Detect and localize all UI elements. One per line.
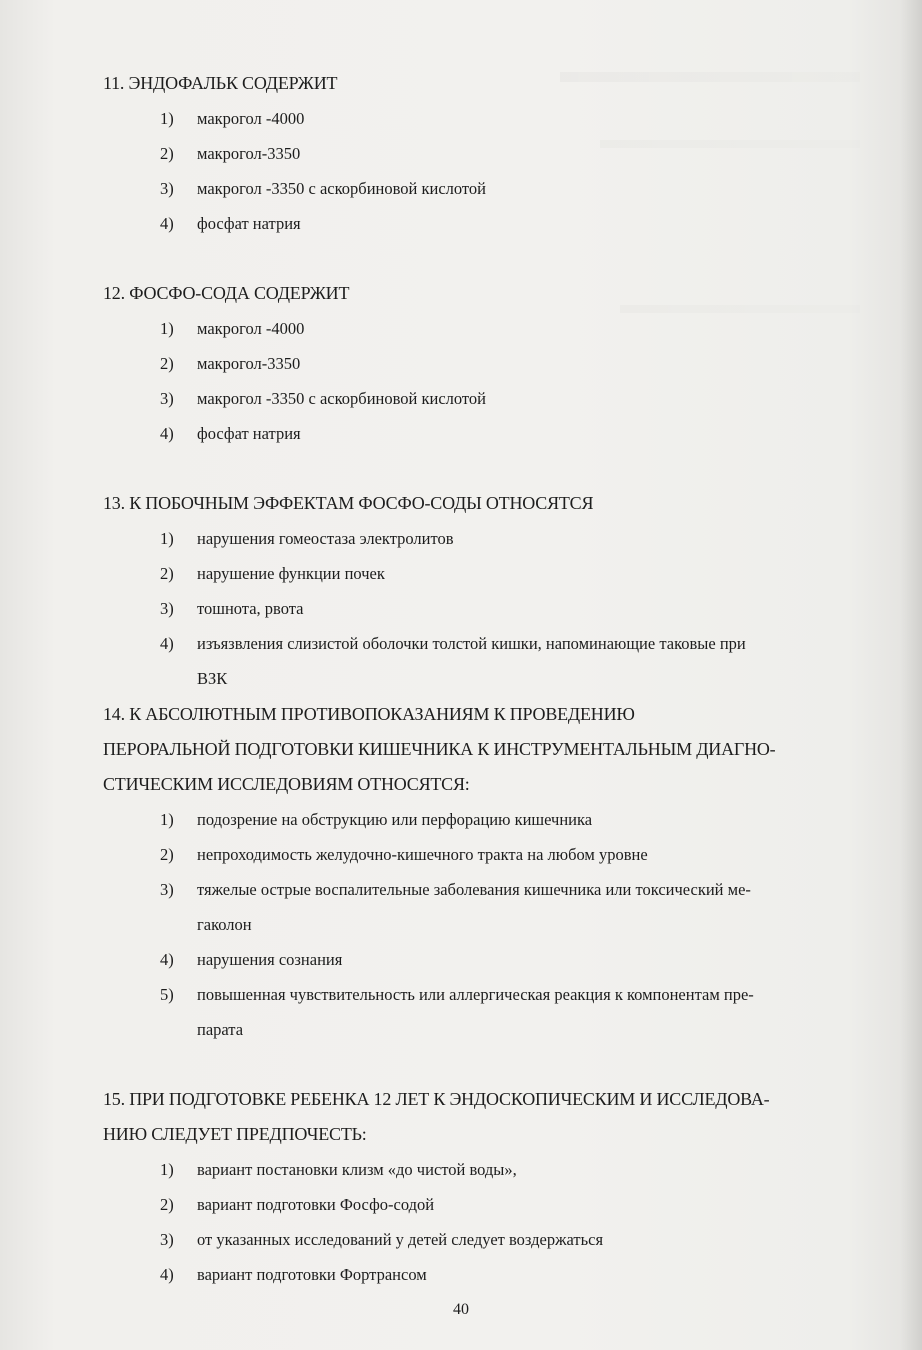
option-number: 5) xyxy=(160,985,174,1004)
option-number: 2) xyxy=(160,144,174,163)
option-text: макрогол -4000 xyxy=(197,109,305,128)
option-text: подозрение на обструкцию или перфорацию кишечника xyxy=(197,810,593,829)
question-13 xyxy=(103,486,893,696)
option-text: макрогол-3350 xyxy=(197,144,301,163)
answer-option xyxy=(103,206,893,241)
answer-option xyxy=(103,942,893,977)
question-title xyxy=(103,486,893,521)
option-text: нарушения гомеостаза электролитов xyxy=(197,529,454,548)
option-number: 2) xyxy=(160,354,174,373)
question-title xyxy=(103,66,893,101)
answer-option xyxy=(103,591,893,626)
question-title-line: СТИЧЕСКИМ ИССЛЕДОВИЯМ ОТНОСЯТСЯ: xyxy=(103,774,470,794)
answer-option xyxy=(103,136,893,171)
question-title xyxy=(103,276,893,311)
option-number: 2) xyxy=(160,564,174,583)
question-title-line: 12. ФОСФО-СОДА СОДЕРЖИТ xyxy=(103,283,350,303)
option-text: непроходимость желудочно-кишечного тракта на любом уровне xyxy=(197,845,648,864)
option-number: 4) xyxy=(160,214,174,233)
option-text: фосфат натрия xyxy=(197,214,301,233)
option-text: вариант постановки клизм «до чистой воды», xyxy=(197,1160,517,1179)
question-title-line: 11. ЭНДОФАЛЬК СОДЕРЖИТ xyxy=(103,73,338,93)
option-text: макрогол -3350 с аскорбиновой кислотой xyxy=(197,179,487,198)
answer-option xyxy=(103,837,893,872)
question-14 xyxy=(103,697,893,1047)
answer-option xyxy=(103,346,893,381)
answer-option xyxy=(103,556,893,591)
option-number: 3) xyxy=(160,1230,174,1249)
answer-option xyxy=(103,311,893,346)
option-text: тошнота, рвота xyxy=(197,599,304,618)
answer-option xyxy=(103,1152,893,1187)
option-number: 3) xyxy=(160,880,174,899)
question-title-line: 15. ПРИ ПОДГОТОВКЕ РЕБЕНКА 12 ЛЕТ К ЭНДОСКОПИЧЕСКИМ И ИССЛЕДОВА- xyxy=(103,1089,770,1109)
question-12 xyxy=(103,276,893,451)
option-number: 1) xyxy=(160,810,174,829)
answer-option xyxy=(103,1257,893,1292)
option-text: вариант подготовки Фортрансом xyxy=(197,1265,427,1284)
option-text: макрогол -4000 xyxy=(197,319,305,338)
answer-option xyxy=(103,416,893,451)
question-title-line: НИЮ СЛЕДУЕТ ПРЕДПОЧЕСТЬ: xyxy=(103,1124,367,1144)
answer-option xyxy=(103,101,893,136)
option-text: макрогол-3350 xyxy=(197,354,301,373)
page-number: 40 xyxy=(453,1301,469,1318)
option-number: 1) xyxy=(160,319,174,338)
question-15 xyxy=(103,1082,893,1292)
question-11 xyxy=(103,66,893,241)
option-number: 1) xyxy=(160,1160,174,1179)
answer-option xyxy=(103,977,893,1047)
answer-option xyxy=(103,802,893,837)
page-edge-shadow xyxy=(900,0,922,1350)
option-text: от указанных исследований у детей следует воздержаться xyxy=(197,1230,604,1249)
option-number: 1) xyxy=(160,529,174,548)
option-number: 4) xyxy=(160,424,174,443)
option-text: фосфат натрия xyxy=(197,424,301,443)
question-title-line: 13. К ПОБОЧНЫМ ЭФФЕКТАМ ФОСФО-СОДЫ ОТНОСЯТСЯ xyxy=(103,493,594,513)
option-text: макрогол -3350 с аскорбиновой кислотой xyxy=(197,389,487,408)
option-text: вариант подготовки Фосфо-содой xyxy=(197,1195,435,1214)
option-text: повышенная чувствительность или аллергическая реакция к компонентам пре- парата xyxy=(197,985,754,1039)
option-number: 4) xyxy=(160,950,174,969)
answer-option xyxy=(103,381,893,416)
answer-option xyxy=(103,521,893,556)
option-number: 2) xyxy=(160,845,174,864)
option-number: 1) xyxy=(160,109,174,128)
answer-option xyxy=(103,171,893,206)
option-number: 2) xyxy=(160,1195,174,1214)
question-title-line: ПЕРОРАЛЬНОЙ ПОДГОТОВКИ КИШЕЧНИКА К ИНСТРУМЕНТАЛЬНЫМ ДИАГНО- xyxy=(103,739,776,759)
answer-option xyxy=(103,626,893,696)
answer-option xyxy=(103,872,893,942)
option-text: изъязвления слизистой оболочки толстой кишки, напоминающие таковые при ВЗК xyxy=(197,634,746,688)
option-text: нарушение функции почек xyxy=(197,564,385,583)
option-number: 3) xyxy=(160,599,174,618)
answer-option xyxy=(103,1187,893,1222)
option-number: 4) xyxy=(160,634,174,653)
question-title xyxy=(103,697,893,802)
option-number: 3) xyxy=(160,179,174,198)
question-title xyxy=(103,1082,893,1152)
option-text: тяжелые острые воспалительные заболевания кишечника или токсический ме- гаколон xyxy=(197,880,751,934)
option-number: 4) xyxy=(160,1265,174,1284)
option-text: нарушения сознания xyxy=(197,950,343,969)
option-number: 3) xyxy=(160,389,174,408)
answer-option xyxy=(103,1222,893,1257)
question-title-line: 14. К АБСОЛЮТНЫМ ПРОТИВОПОКАЗАНИЯМ К ПРОВЕДЕНИЮ xyxy=(103,704,635,724)
